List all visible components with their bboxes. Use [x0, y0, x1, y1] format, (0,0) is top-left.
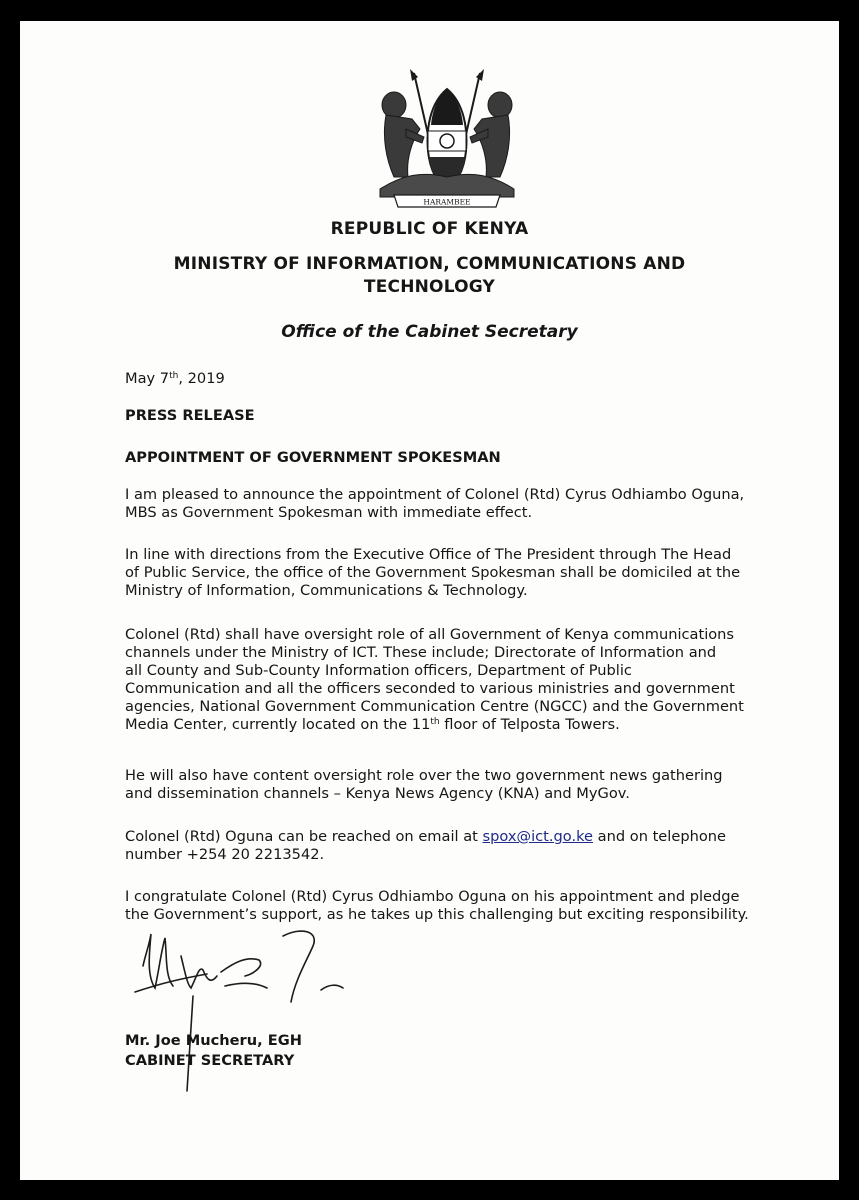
ministry-heading-line-1: MINISTRY OF INFORMATION, COMMUNICATIONS AND [173, 254, 686, 274]
republic-heading: REPUBLIC OF KENYA [330, 219, 529, 239]
press-release-page [20, 21, 839, 1180]
coat-of-arms-emblem [372, 67, 522, 215]
paragraph-1: I am pleased to announce the appointment of Colonel (Rtd) Cyrus Odhiambo Oguna, MBS as Government Spokesman with immediate effect. [125, 486, 745, 521]
handwritten-signature [125, 926, 355, 1101]
paragraph-3: Colonel (Rtd) shall have oversight role of all Government of Kenya communications channels under the Ministry of ICT. These include; Directorate of Information and all County and Sub-County Information officers, Department of Public Communication and all the officers seconded to various ministries and government agencies, National Government Communication Centre (NGCC) and the Government Media Center, currently located on the 11th floor of Telposta Towers. [125, 626, 744, 733]
paragraph-4: He will also have content oversight role over the two government news gathering and dissemination channels – Kenya News Agency (KNA) and MyGov. [125, 767, 723, 802]
office-subheading: Office of the Cabinet Secretary [281, 322, 578, 342]
svg-text:HARAMBEE: HARAMBEE [423, 197, 471, 207]
ministry-heading-line-2: TECHNOLOGY [363, 277, 496, 297]
press-release-label: PRESS RELEASE [125, 407, 255, 424]
subject-heading: APPOINTMENT OF GOVERNMENT SPOKESMAN [125, 449, 501, 466]
email-link[interactable]: spox@ict.go.ke [482, 828, 594, 845]
paragraph-2: In line with directions from the Executive Office of The President through The Head of Public Service, the office of the Government Spokesman shall be domiciled at the Ministry of Information, Communications & Technology. [125, 546, 741, 599]
signatory-name: Mr. Joe Mucheru, EGH [125, 1032, 302, 1049]
signatory-title: CABINET SECRETARY [125, 1052, 295, 1069]
paragraph-5: Colonel (Rtd) Oguna can be reached on email at spox@ict.go.ke and on telephone number +254 20 2213542. [125, 828, 726, 863]
paragraph-6: I congratulate Colonel (Rtd) Cyrus Odhiambo Oguna on his appointment and pledge the Government’s support, as he takes up this challenging but exciting responsibility. [125, 888, 749, 923]
release-date: May 7th, 2019 [125, 370, 225, 387]
